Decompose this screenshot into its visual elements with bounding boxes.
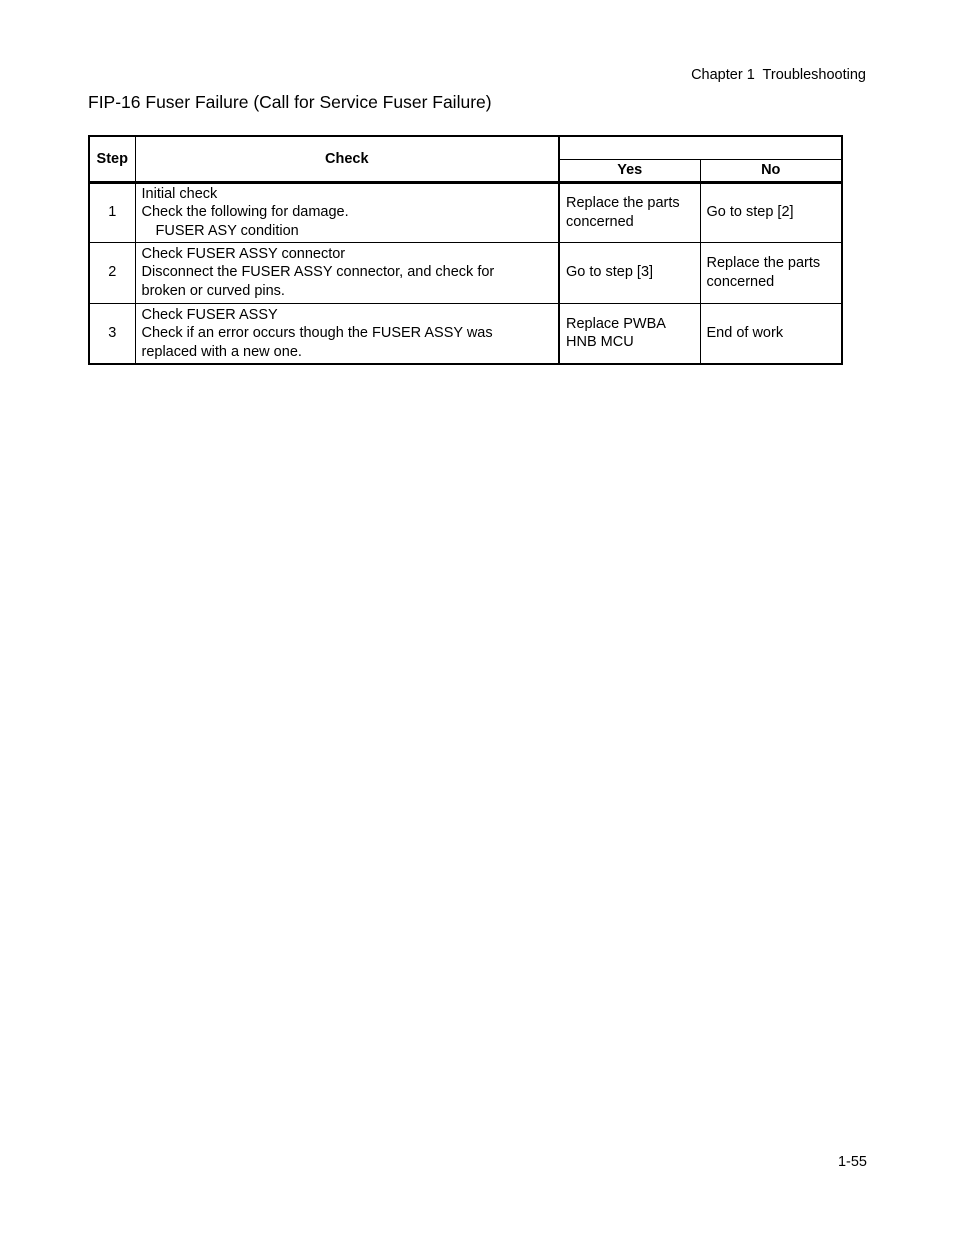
chapter-header: Chapter 1 Troubleshooting [691, 67, 866, 83]
yes-cell [559, 182, 700, 242]
yes-line: concerned [566, 213, 634, 230]
step-number: 1 [89, 182, 135, 242]
no-cell [700, 303, 842, 364]
header-check: Check [135, 136, 559, 182]
check-cell [135, 242, 559, 303]
no-line: Go to step [2] [706, 204, 794, 221]
header-result [559, 136, 842, 159]
no-line: Replace the parts [706, 255, 821, 271]
yes-line: Go to step [3] [566, 264, 654, 281]
yes-cell [559, 303, 700, 364]
check-line: replaced with a new one. [141, 343, 302, 360]
check-line: Check FUSER ASSY [141, 306, 278, 323]
table-row [89, 182, 842, 242]
header-yes: Yes [559, 159, 700, 182]
no-line: concerned [706, 273, 775, 290]
check-line: Check if an error occurs though the FUSER ASSY was [141, 325, 493, 341]
troubleshooting-table [88, 135, 843, 365]
check-indent-line: FUSER ASY condition [155, 222, 299, 239]
yes-cell [559, 242, 700, 303]
yes-line: HNB MCU [566, 334, 634, 351]
no-line: End of work [706, 325, 784, 341]
step-number: 2 [89, 242, 135, 303]
table-row [89, 303, 842, 364]
page-number: 1-55 [837, 1154, 867, 1170]
check-line: Check FUSER ASSY connector [141, 245, 346, 262]
yes-line: Replace PWBA [566, 315, 666, 332]
no-cell [700, 242, 842, 303]
check-cell [135, 182, 559, 242]
yes-line: Replace the parts [566, 195, 680, 211]
header-no: No [700, 159, 842, 182]
check-line: Disconnect the FUSER ASSY connector, and check for [141, 264, 495, 281]
section-title: FIP-16 Fuser Failure (Call for Service Fuser Failure) [88, 92, 492, 112]
table-row [89, 242, 842, 303]
check-line: Check the following for damage. [141, 204, 349, 221]
check-line: broken or curved pins. [141, 282, 285, 299]
check-line: Initial check [141, 185, 218, 202]
check-cell [135, 303, 559, 364]
header-step: Step [89, 136, 135, 182]
no-cell [700, 182, 842, 242]
step-number: 3 [89, 303, 135, 364]
